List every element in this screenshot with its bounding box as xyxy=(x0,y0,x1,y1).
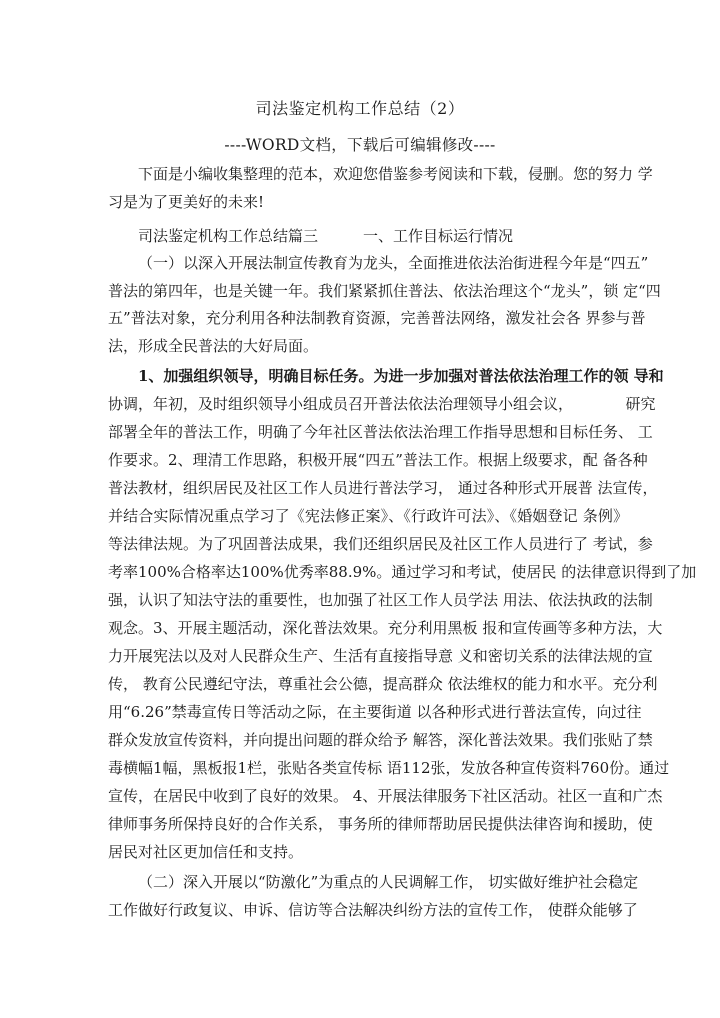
text-line: 等法律法规。为了巩固普法成果，我们还组织居民及社区工作人员进行了 考试，参 xyxy=(108,535,653,553)
text-line: 观念。3、开展主题活动，深化普法效果。充分利用黑板 报和宣传画等多种方法，大 xyxy=(108,619,663,637)
text-line: 习是为了更美好的未来! xyxy=(108,193,265,211)
text-line: 力开展宪法以及对人民群众生产、生活有直接指导意 义和密切关系的法律法规的宣 xyxy=(108,647,653,665)
text-line: 普法的第四年，也是关键一年。我们紧紧抓住普法、依法治理这个“龙头”，锁 定“四 xyxy=(108,282,661,300)
text-line: 居民对社区更加信任和支持。 xyxy=(108,843,304,861)
text-line: 作要求。2、理清工作思路，积极开展“四五”普法工作。根据上级要求，配 备各种 xyxy=(108,451,648,469)
text-line: 毒横幅1幅，黑板报1栏，张贴各类宣传标 语112张，发放各种宣传资料760份。通过 xyxy=(108,759,670,777)
text-line: 五”普法对象，充分利用各种法制教育资源，完善普法网络，激发社会各 界参与普 xyxy=(108,309,646,327)
text-line: （二）深入开展以“防激化”为重点的人民调解工作， 切实做好维护社会稳定 xyxy=(138,873,639,891)
document-subtitle: ----WORD文档，下载后可编辑修改---- xyxy=(224,136,496,154)
text-line: 考率100%合格率达100%优秀率88.9%。通过学习和考试，使居民 的法律意识得到了加 xyxy=(108,563,697,581)
text-line: 群众发放宣传资料，并向提出问题的群众给予 解答，深化普法效果。我们张贴了禁 xyxy=(108,731,653,749)
text-line: 下面是小编收集整理的范本，欢迎您借鉴参考阅读和下载，侵删。您的努力 学 xyxy=(138,165,653,183)
text-line: 工作做好行政复议、申诉、信访等合法解决纠纷方法的宣传工作， 使群众能够了 xyxy=(108,901,638,919)
text-line: 司法鉴定机构工作总结篇三 一、工作目标运行情况 xyxy=(138,227,514,245)
text-line: 1、加强组织领导，明确目标任务。为进一步加强对普法依法治理工作的领 导和 xyxy=(138,367,664,385)
text-line: 强，认识了知法守法的重要性，也加强了社区工作人员学法 用法、依法执政的法制 xyxy=(108,591,653,609)
text-line: 协调，年初，及时组织领导小组成员召开普法依法治理领导小组会议， 研究 xyxy=(108,395,656,413)
document-title: 司法鉴定机构工作总结（2） xyxy=(255,99,465,118)
text-line: 传， 教育公民遵纪守法，尊重社会公德，提高群众 依法维权的能力和水平。充分利 xyxy=(108,675,658,693)
text-line: 并结合实际情况重点学习了《宪法修正案》、《行政许可法》、《婚姻登记 条例》 xyxy=(108,507,628,525)
text-line: 用“6.26”禁毒宣传日等活动之际，在主要街道 以各种形式进行普法宣传，向过往 xyxy=(108,703,642,721)
text-line: 部署全年的普法工作，明确了今年社区普法依法治理工作指导思想和目标任务、 工 xyxy=(108,423,653,441)
text-line: 律师事务所保持良好的合作关系， 事务所的律师帮助居民提供法律咨询和援助，使 xyxy=(108,815,653,833)
text-line: （一）以深入开展法制宣传教育为龙头，全面推进依法治街进程今年是“四五” xyxy=(138,254,649,272)
text-line: 普法教材，组织居民及社区工作人员进行普法学习， 通过各种形式开展普 法宣传， xyxy=(108,479,658,497)
text-line: 宣传，在居民中收到了良好的效果。 4、开展法律服务下社区活动。社区一直和广杰 xyxy=(108,787,663,805)
text-line: 法，形成全民普法的大好局面。 xyxy=(108,337,319,355)
